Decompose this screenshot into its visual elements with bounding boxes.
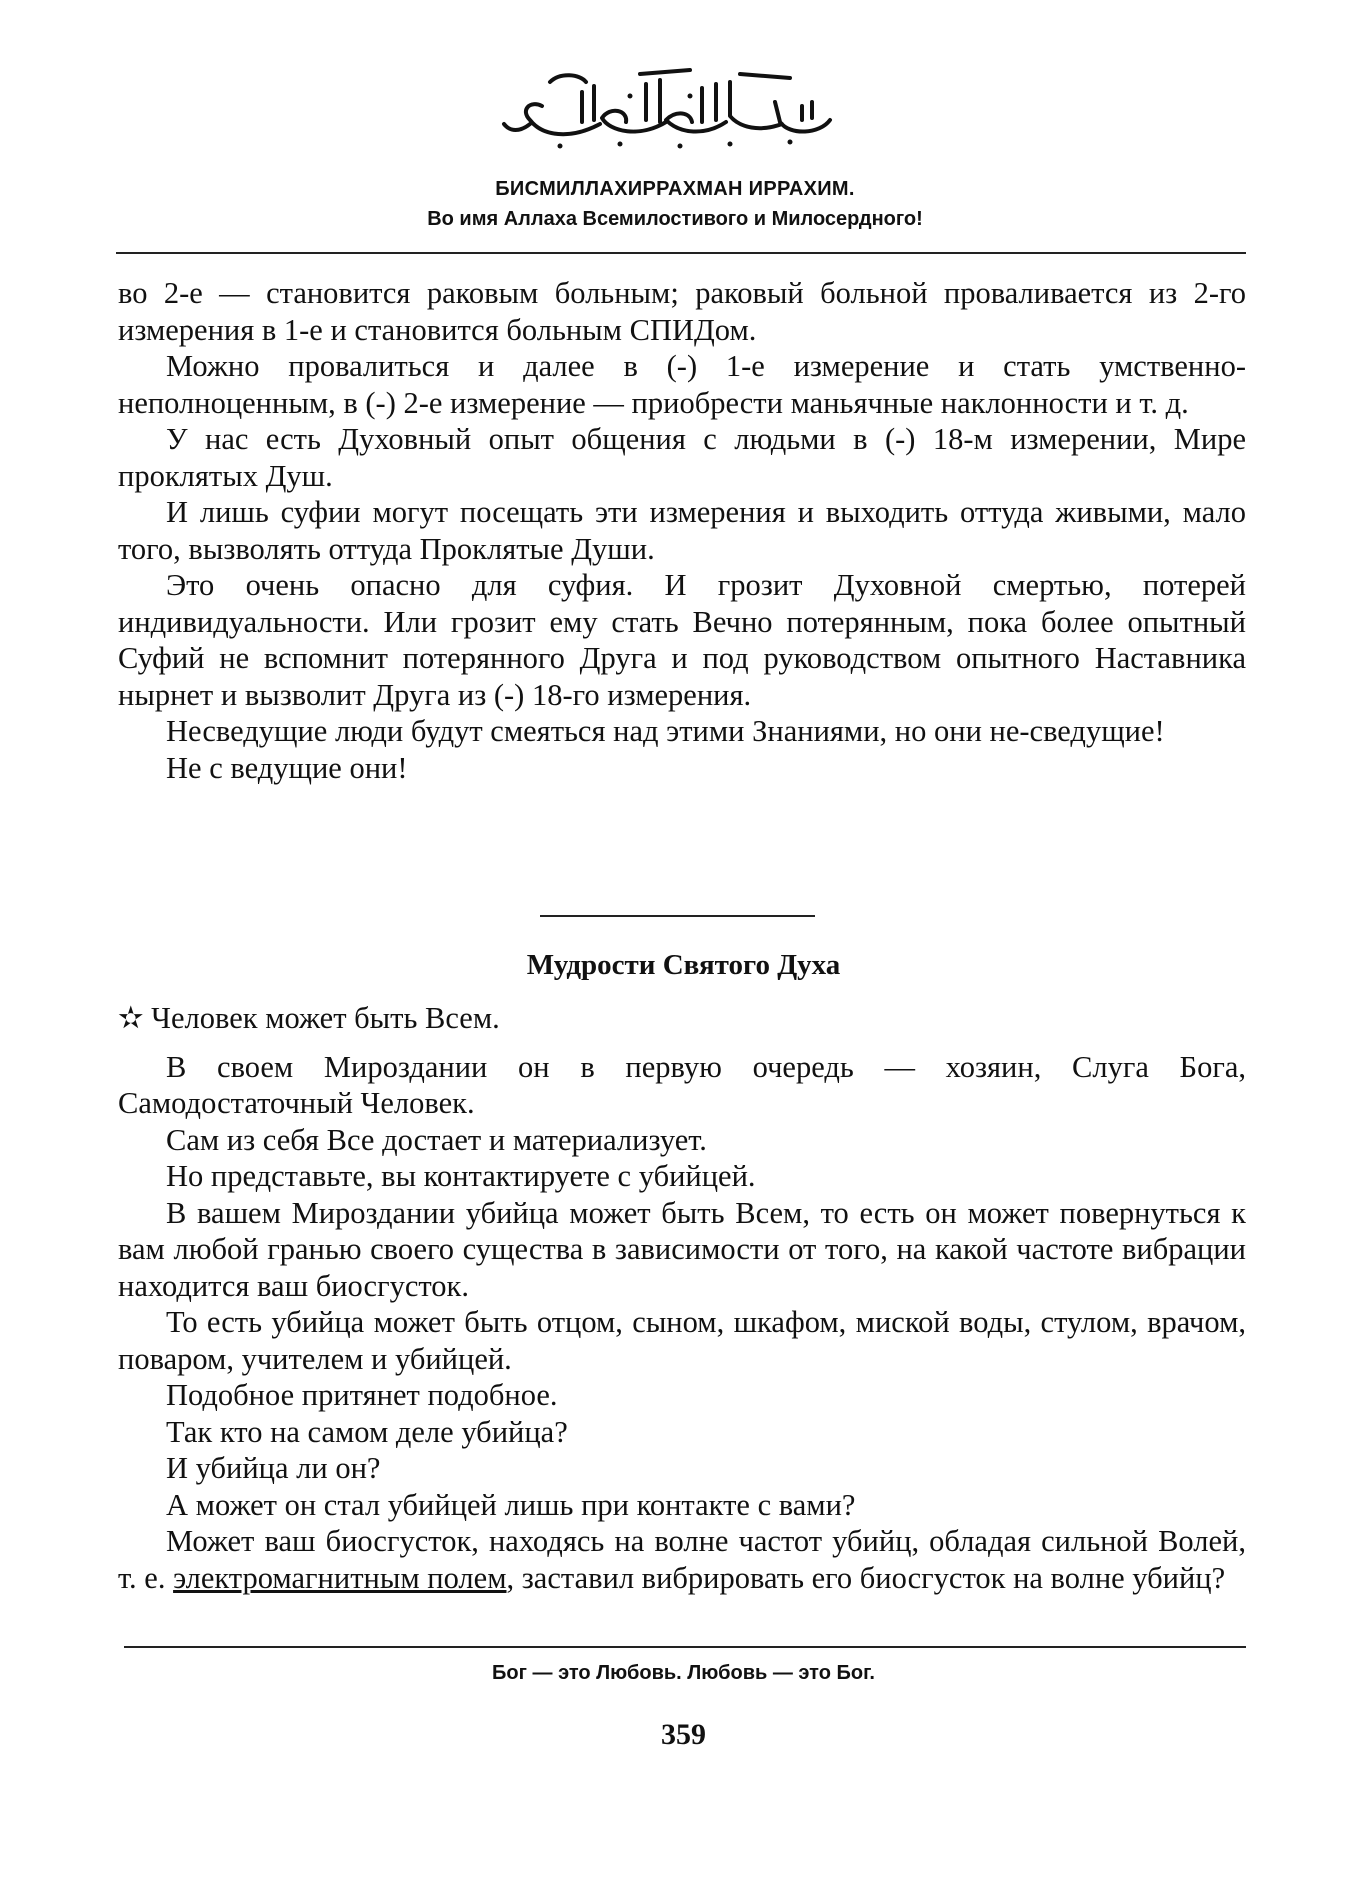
star-line: ✫ Человек может быть Всем. [118, 1001, 500, 1035]
paragraph: Это очень опасно для суфия. И грозит Духовной смертью, потерей индивидуальности. Или грозит ему стать Вечно потерянным, пока более опытный Суфий не вспомнит потерянного Друга и под руководством опытного Наставника нырнет и вызволит Друга из (-) 18-го измерения. [118, 568, 1246, 712]
text-fragment: Может ваш биосгусток, находясь на волне частот убийц, обладая сильной Волей, т. е. [118, 1524, 1246, 1595]
header-transliteration: БИСМИЛЛАХИРРАХМАН ИРРАХИМ. [495, 178, 855, 200]
paragraph: Сам из себя Все достает и материализует. [166, 1122, 707, 1157]
paragraph: во 2-е — становится раковым больным; раковый больной проваливается из 2-го измерения в 1-е и становится больным СПИДом. [118, 276, 1246, 347]
paragraph: Подобное притянет подобное. [166, 1378, 558, 1412]
underlined-phrase: электромагнитным полем [173, 1560, 507, 1595]
main-text [118, 275, 1246, 786]
paragraph: Но представьте, вы контактируете с убийцей. [166, 1159, 756, 1193]
header-translation: Во имя Аллаха Всемилостивого и Милосердного! [427, 208, 923, 230]
paragraph: У нас есть Духовный опыт общения с людьми в (-) 18-м измерении, Мире проклятых Душ. [118, 422, 1246, 493]
page-number: 359 [661, 1718, 706, 1751]
footer-motto: Бог — это Любовь. Любовь — это Бог. [492, 1662, 875, 1684]
text-fragment: , заставил вибрировать его биосгусток на волне убийц? [506, 1560, 1226, 1595]
basmala-calligraphy-icon [490, 62, 850, 152]
paragraph-last [118, 1523, 1246, 1596]
header-rule [116, 252, 1246, 254]
paragraph: Несведущие люди будут смеяться над этими Знаниями, но они не-сведущие! [166, 714, 1165, 748]
paragraph: И убийца ли он? [166, 1451, 381, 1485]
section-divider [540, 915, 815, 917]
paragraph: А может он стал убийцей лишь при контакте с вами? [166, 1487, 856, 1522]
paragraph: И лишь суфии могут посещать эти измерения и выходить оттуда живыми, мало того, вызволять оттуда Проклятые Души. [118, 495, 1246, 566]
paragraph: Не с ведущие они! [166, 750, 408, 785]
section-text [118, 1000, 1246, 1596]
paragraph: Так кто на самом деле убийца? [166, 1414, 568, 1449]
paragraph: В своем Мироздании он в первую очередь — хозяин, Слуга Бога, Самодостаточный Человек. [118, 1049, 1246, 1120]
paragraph: В вашем Мироздании убийца может быть Всем, то есть он может повернуться к вам любой гранью своего существа в зависимости от того, на какой частоте вибрации находится ваш биосгусток. [118, 1195, 1246, 1303]
section-title: Мудрости Святого Духа [526, 949, 841, 981]
paragraph: То есть убийца может быть отцом, сыном, шкафом, миской воды, стулом, врачом, поваром, учителем и убийцей. [118, 1305, 1246, 1376]
footer-rule [124, 1646, 1246, 1648]
paragraph: Можно провалиться и далее в (-) 1-е измерение и стать умственно-неполноценным, в (-) 2-е измерение — приобрести маньячные наклонности и т. д. [118, 349, 1246, 420]
